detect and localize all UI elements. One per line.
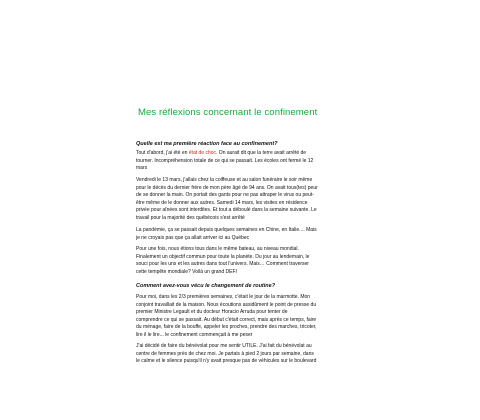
document-title: Mes réflexions concernant le confinement xyxy=(138,107,318,118)
paragraph-line: de se donner la main. On portait des gants pour ne pas attraper le virus ou peut- xyxy=(136,192,314,199)
paragraph-line: je ne croyais pas que ça allait arriver ici au Québec xyxy=(136,234,250,241)
paragraph-line: souci pour les uns et les autres dans tout l'univers. Mais… Comment traverser xyxy=(136,261,309,268)
paragraph-line: conjoint travaillait de la maison. Nous écoutions assidûment le point de presse du xyxy=(136,301,317,308)
question-2: Comment avez-vous vécu le changement de routine? xyxy=(136,283,276,289)
paragraph-line xyxy=(136,150,350,158)
paragraph-line: cette tempête mondiale? Voilà un grand DÉFI xyxy=(136,268,237,275)
paragraph-5 xyxy=(136,294,350,340)
paragraph-line: Pour une fois, nous étions tous dans le même bateau, au niveau mondial. xyxy=(136,246,299,252)
paragraph-line: Vendredi le 13 mars, j'allais chez la coiffeuse et au salon funéraire le soir même xyxy=(136,177,313,183)
highlighted-text: état de choc xyxy=(188,150,217,156)
paragraph-3 xyxy=(136,227,350,242)
question-1: Quelle est ma première réaction face au confinement? xyxy=(136,141,278,147)
paragraph-line: J'ai décidé de faire du bénévolat pour me sentir UTILE. J'ai fait du bénévolat au xyxy=(136,343,312,349)
paragraph-line: tourner. Incompréhension totale de ce qui se passait. Les écoles ont fermé le 12 xyxy=(136,157,314,164)
paragraph-line: mars xyxy=(136,165,148,172)
paragraph-line: privée pour aînées sont interdites. Et tout a déboulé dans la semaine suivante. Le xyxy=(136,207,317,214)
paragraph-2 xyxy=(136,177,350,223)
paragraph-line: comprendre ce qui se passait. Au début c'était correct, mais après ce temps, faire xyxy=(136,316,317,323)
paragraph-6 xyxy=(136,343,350,366)
paragraph-line: du ménage, faire de la bouffe, appeler les proches, prendre des marches, tricoter, xyxy=(136,324,317,331)
paragraph-text: Tout d'abord, j'ai été en xyxy=(136,150,189,156)
paragraph-line: Pour moi, dans les 2/3 premières semaines, c'était le jour de la marmotte. Mon xyxy=(136,294,311,300)
paragraph-line: le calme et le silence puisqu'il n'y avait presque pas de véhicules sur le boulevard xyxy=(136,358,317,365)
paragraph-4 xyxy=(136,246,350,276)
paragraph-text: . On aurait dit que la terre avait arrêté de xyxy=(216,150,307,156)
paragraph-line: premier Ministre Legault et du docteur Horacio Arruda pour tenter de xyxy=(136,309,288,316)
paragraph-line: La pandémie, ça se passait depuis quelques semaines en Chine, en Italie.... Mais xyxy=(136,227,317,233)
paragraph-line: lire il le lire... le confinement commençait à me peser xyxy=(136,331,253,338)
paragraph-line: être même de le donner aux autres. Samedi 14 mars, les visites en résidence xyxy=(136,199,308,206)
paragraph-line: centre de femmes près de chez moi. Je partais à pied 2 jours par semaine, dans xyxy=(136,350,314,357)
paragraph-1 xyxy=(136,150,350,173)
paragraph-line: travail pour la majorité des québécois s'est arrêté xyxy=(136,214,245,221)
paragraph-line: pour le décès du dernier frère de mon père âgé de 94 ans. On avait tous(tes) peur xyxy=(136,184,318,191)
paragraph-line: Finalement un objectif commun pour toute la planète. Du jour au lendemain, le xyxy=(136,253,310,260)
